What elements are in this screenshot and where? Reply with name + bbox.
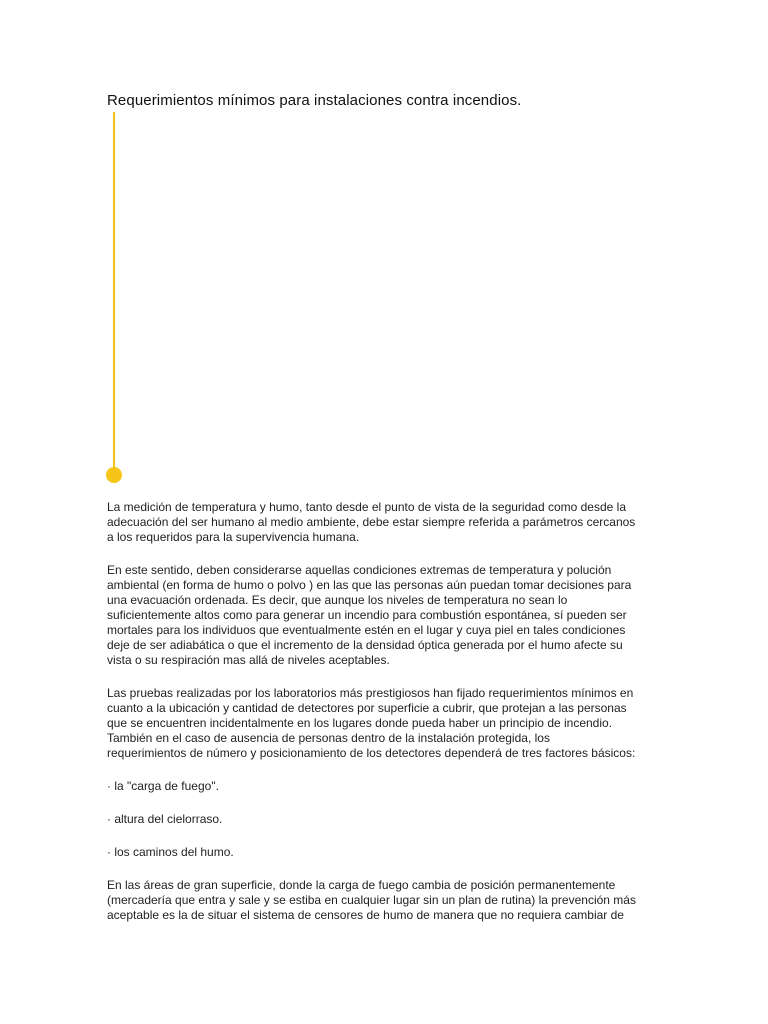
paragraph-intro: La medición de temperatura y humo, tanto desde el punto de vista de la seguridad como desde la adecuación del ser humano al medio ambiente, debe estar siempre referida a parámetros cercanos a los requeridos para la supervivencia humana. xyxy=(107,500,636,544)
page-title: Requerimientos mínimos para instalaciones contra incendios. xyxy=(107,92,522,109)
paragraph-large-areas: En las áreas de gran superficie, donde la carga de fuego cambia de posición permanentemente (mercadería que entra y sale y se estiba en cualquier lugar sin un plan de rutina) la prevención más aceptable es la de situar el sistema de censores de humo de manera que no requiera cambiar de xyxy=(107,878,636,922)
bullet-fire-load: · la "carga de fuego". xyxy=(107,779,219,793)
timeline-line xyxy=(113,112,115,470)
paragraph-tests: Las pruebas realizadas por los laboratorios más prestigiosos han fijado requerimientos mínimos en cuanto a la ubicación y cantidad de detectores por superficie a cubrir, que protejan a las personas que se encuentren incidentalmente en los lugares donde pueda haber un principio de incendio. También en el caso de ausencia de personas dentro de la instalación protegida, los requerimientos de número y posicionamiento de los detectores dependerá de tres factores básicos: xyxy=(107,686,636,760)
bullet-ceiling-height: · altura del cielorraso. xyxy=(107,812,223,826)
document-body xyxy=(107,500,667,941)
bullet-smoke-paths: · los caminos del humo. xyxy=(107,845,234,859)
paragraph-conditions: En este sentido, deben considerarse aquellas condiciones extremas de temperatura y polución ambiental (en forma de humo o polvo ) en las que las personas aún puedan tomar decisiones para una evacuación ordenada. Es decir, que aunque los niveles de temperatura no sean lo suficientemente altos como para generar un incendio para combustión espontánea, sí pueden ser mortales para los individuos que eventualmente estén en el lugar y cuya piel en tales condiciones deje de ser adiabática o que el incremento de la densidad óptica generada por el humo afecte su vista o su respiración mas allá de niveles aceptables. xyxy=(107,563,632,667)
timeline-dot xyxy=(106,467,122,483)
